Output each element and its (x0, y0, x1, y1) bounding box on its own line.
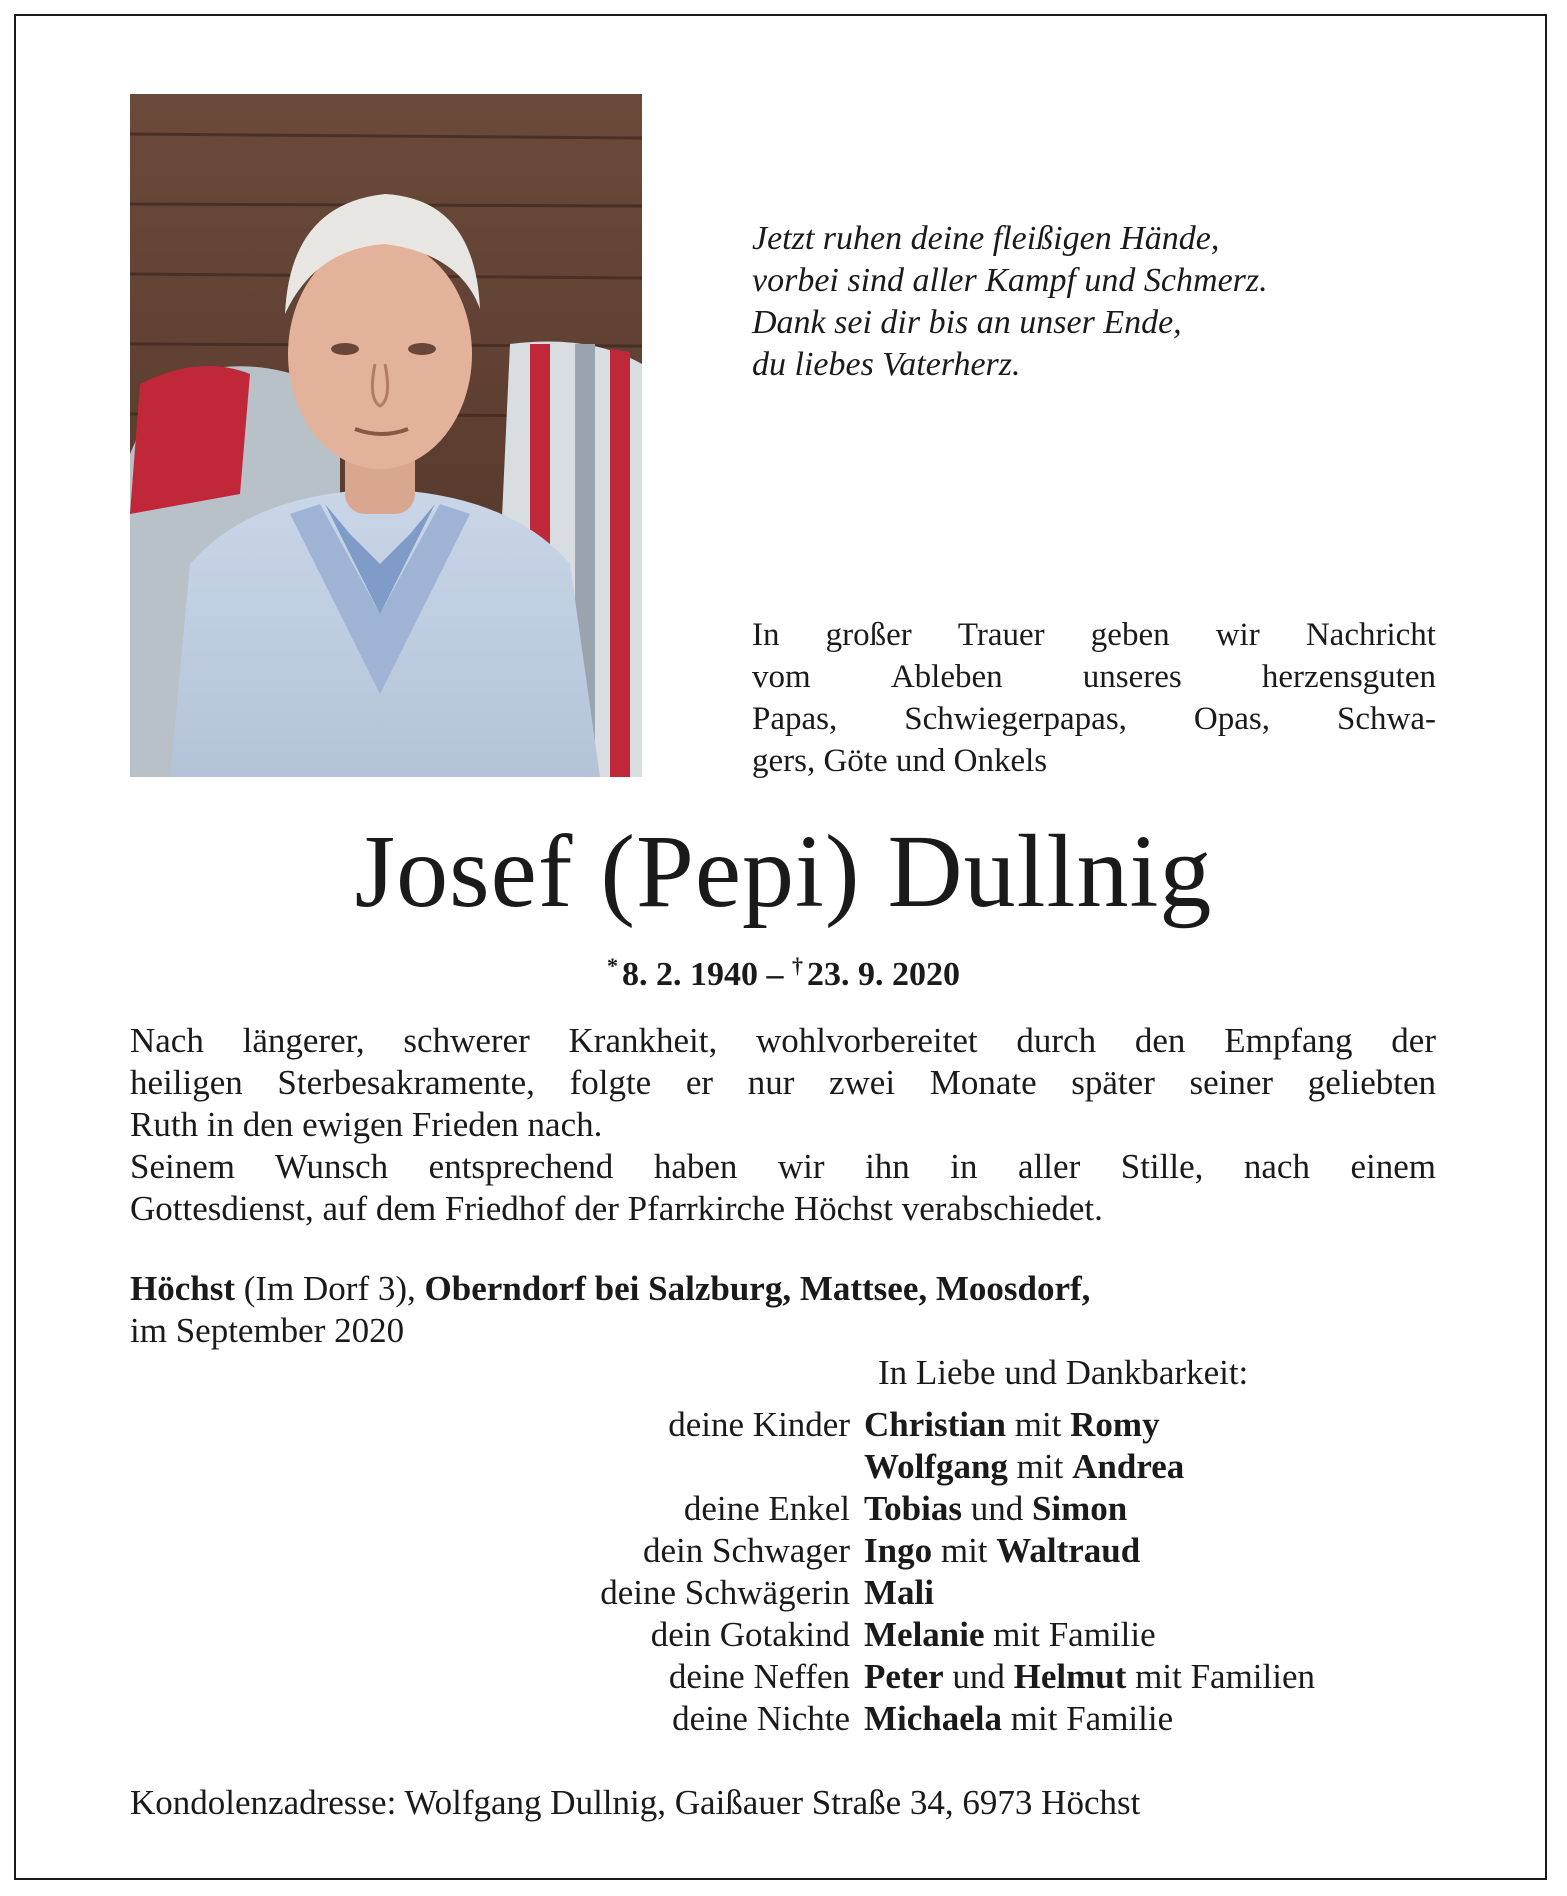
mourner-row (130, 1530, 1450, 1572)
mourner-names (864, 1698, 1173, 1740)
intro-word: vom (752, 659, 811, 695)
portrait-photo (130, 94, 642, 777)
intro-word: Ableben (890, 659, 1003, 695)
mourner-name: Michaela (864, 1699, 1003, 1738)
obituary-body (130, 1020, 1436, 1230)
birth-symbol: * (607, 953, 618, 978)
announcement-intro (752, 614, 1436, 782)
relationship-label: deine Nichte (672, 1699, 850, 1738)
body-line: Seinem Wunsch entsprechend haben wir ihn in aller Stille, nach einem (130, 1147, 1436, 1186)
relationship-label: deine Neffen (668, 1657, 850, 1696)
poem-verse (752, 218, 1452, 386)
connector-text: mit (1007, 1447, 1073, 1486)
mourner-row (130, 1572, 1450, 1614)
relationship-label: deine Schwägerin (600, 1573, 850, 1612)
mourner-name: Ingo (864, 1531, 933, 1570)
connector-text: mit Familie (1002, 1699, 1174, 1738)
condolence-address: Kondolenzadresse: Wolfgang Dullnig, Gaißauer Straße 34, 6973 Höchst (130, 1783, 1141, 1822)
mourner-row (130, 1404, 1450, 1446)
mourner-names (864, 1656, 1315, 1698)
poem-line: Jetzt ruhen deine fleißigen Hände, (752, 220, 1220, 257)
deceased-name: Josef (Pepi) Dullnig (354, 814, 1213, 929)
intro-word: geben (1090, 617, 1170, 653)
mourner-row (130, 1446, 1450, 1488)
town-name: Höchst (130, 1269, 235, 1308)
thanks-heading: In Liebe und Dankbarkeit: (878, 1353, 1249, 1392)
poem-line: vorbei sind aller Kampf und Schmerz. (752, 262, 1268, 299)
mourner-row (130, 1614, 1450, 1656)
poem-line: du liebes Vaterherz. (752, 346, 1021, 383)
death-date: 23. 9. 2020 (807, 956, 960, 993)
intro-word: unseres (1082, 659, 1182, 695)
intro-word: herzensguten (1261, 659, 1436, 695)
body-line: heiligen Sterbesakramente, folgte er nur zwei Monate später seiner geliebten (130, 1063, 1436, 1102)
death-symbol: † (792, 953, 803, 978)
mourner-name: Helmut (1013, 1657, 1127, 1696)
mourner-row (130, 1488, 1450, 1530)
intro-word: Opas, (1193, 701, 1270, 737)
connector-text: und (961, 1489, 1032, 1528)
body-line: Ruth in den ewigen Frieden nach. (130, 1105, 603, 1144)
intro-word: Nachricht (1305, 617, 1436, 653)
relationship-label: deine Kinder (668, 1405, 850, 1444)
portrait-icon (130, 94, 642, 777)
connector-text: und (943, 1657, 1014, 1696)
place-line (130, 1268, 1436, 1310)
mourner-names (864, 1530, 1140, 1572)
mourner-names (864, 1614, 1156, 1656)
intro-word: Schwiegerpapas, (904, 701, 1127, 737)
connector-text: mit (932, 1531, 997, 1570)
mourners-list (130, 1404, 1450, 1740)
intro-text: gers, Göte und Onkels (752, 743, 1048, 779)
mourner-names (864, 1572, 934, 1614)
life-dates (0, 944, 1567, 997)
poem-line: Dank sei dir bis an unser Ende, (752, 304, 1182, 341)
mourner-names (864, 1404, 1160, 1446)
intro-word: Schwa- (1337, 701, 1436, 737)
mourner-row (130, 1656, 1450, 1698)
mourner-name: Tobias (864, 1489, 962, 1528)
relationship-label: dein Gotakind (650, 1615, 850, 1654)
mourner-name: Mali (864, 1573, 934, 1612)
connector-text: mit Familie (984, 1615, 1156, 1654)
intro-line-3 (752, 698, 1436, 740)
birth-date: 8. 2. 1940 – (622, 956, 784, 993)
month-year: im September 2020 (130, 1311, 405, 1350)
mourner-row (130, 1698, 1450, 1740)
intro-word: In (752, 617, 780, 653)
body-line: Gottesdienst, auf dem Friedhof der Pfarrkirche Höchst verabschiedet. (130, 1189, 1103, 1228)
relationship-label (130, 1446, 864, 1488)
connector-text: mit (1005, 1405, 1071, 1444)
intro-word: großer (825, 617, 912, 653)
intro-word: Papas, (752, 701, 838, 737)
mourner-name: Andrea (1072, 1447, 1185, 1486)
intro-line-2 (752, 656, 1436, 698)
mourner-name: Romy (1070, 1405, 1160, 1444)
mourner-name: Christian (864, 1405, 1006, 1444)
relationship-label: deine Enkel (683, 1489, 850, 1528)
other-towns: Oberndorf bei Salzburg, Mattsee, Moosdorf, (424, 1269, 1091, 1308)
mourner-name: Peter (864, 1657, 944, 1696)
connector-text: mit Familien (1126, 1657, 1316, 1696)
place-and-date (130, 1268, 1436, 1352)
intro-word: Trauer (957, 617, 1045, 653)
body-line: Nach längerer, schwerer Krankheit, wohlvorbereitet durch den Empfang der (130, 1021, 1436, 1060)
intro-word: wir (1215, 617, 1260, 653)
mourner-name: Waltraud (996, 1531, 1141, 1570)
relationship-label: dein Schwager (642, 1531, 850, 1570)
mourner-names (864, 1446, 1184, 1488)
mourner-name: Simon (1031, 1489, 1128, 1528)
mourner-name: Wolfgang (864, 1447, 1008, 1486)
mourner-names (864, 1488, 1127, 1530)
intro-line-4 (752, 740, 1436, 782)
home-address: (Im Dorf 3), (235, 1269, 425, 1308)
intro-line-1 (752, 614, 1436, 656)
mourner-name: Melanie (864, 1615, 985, 1654)
